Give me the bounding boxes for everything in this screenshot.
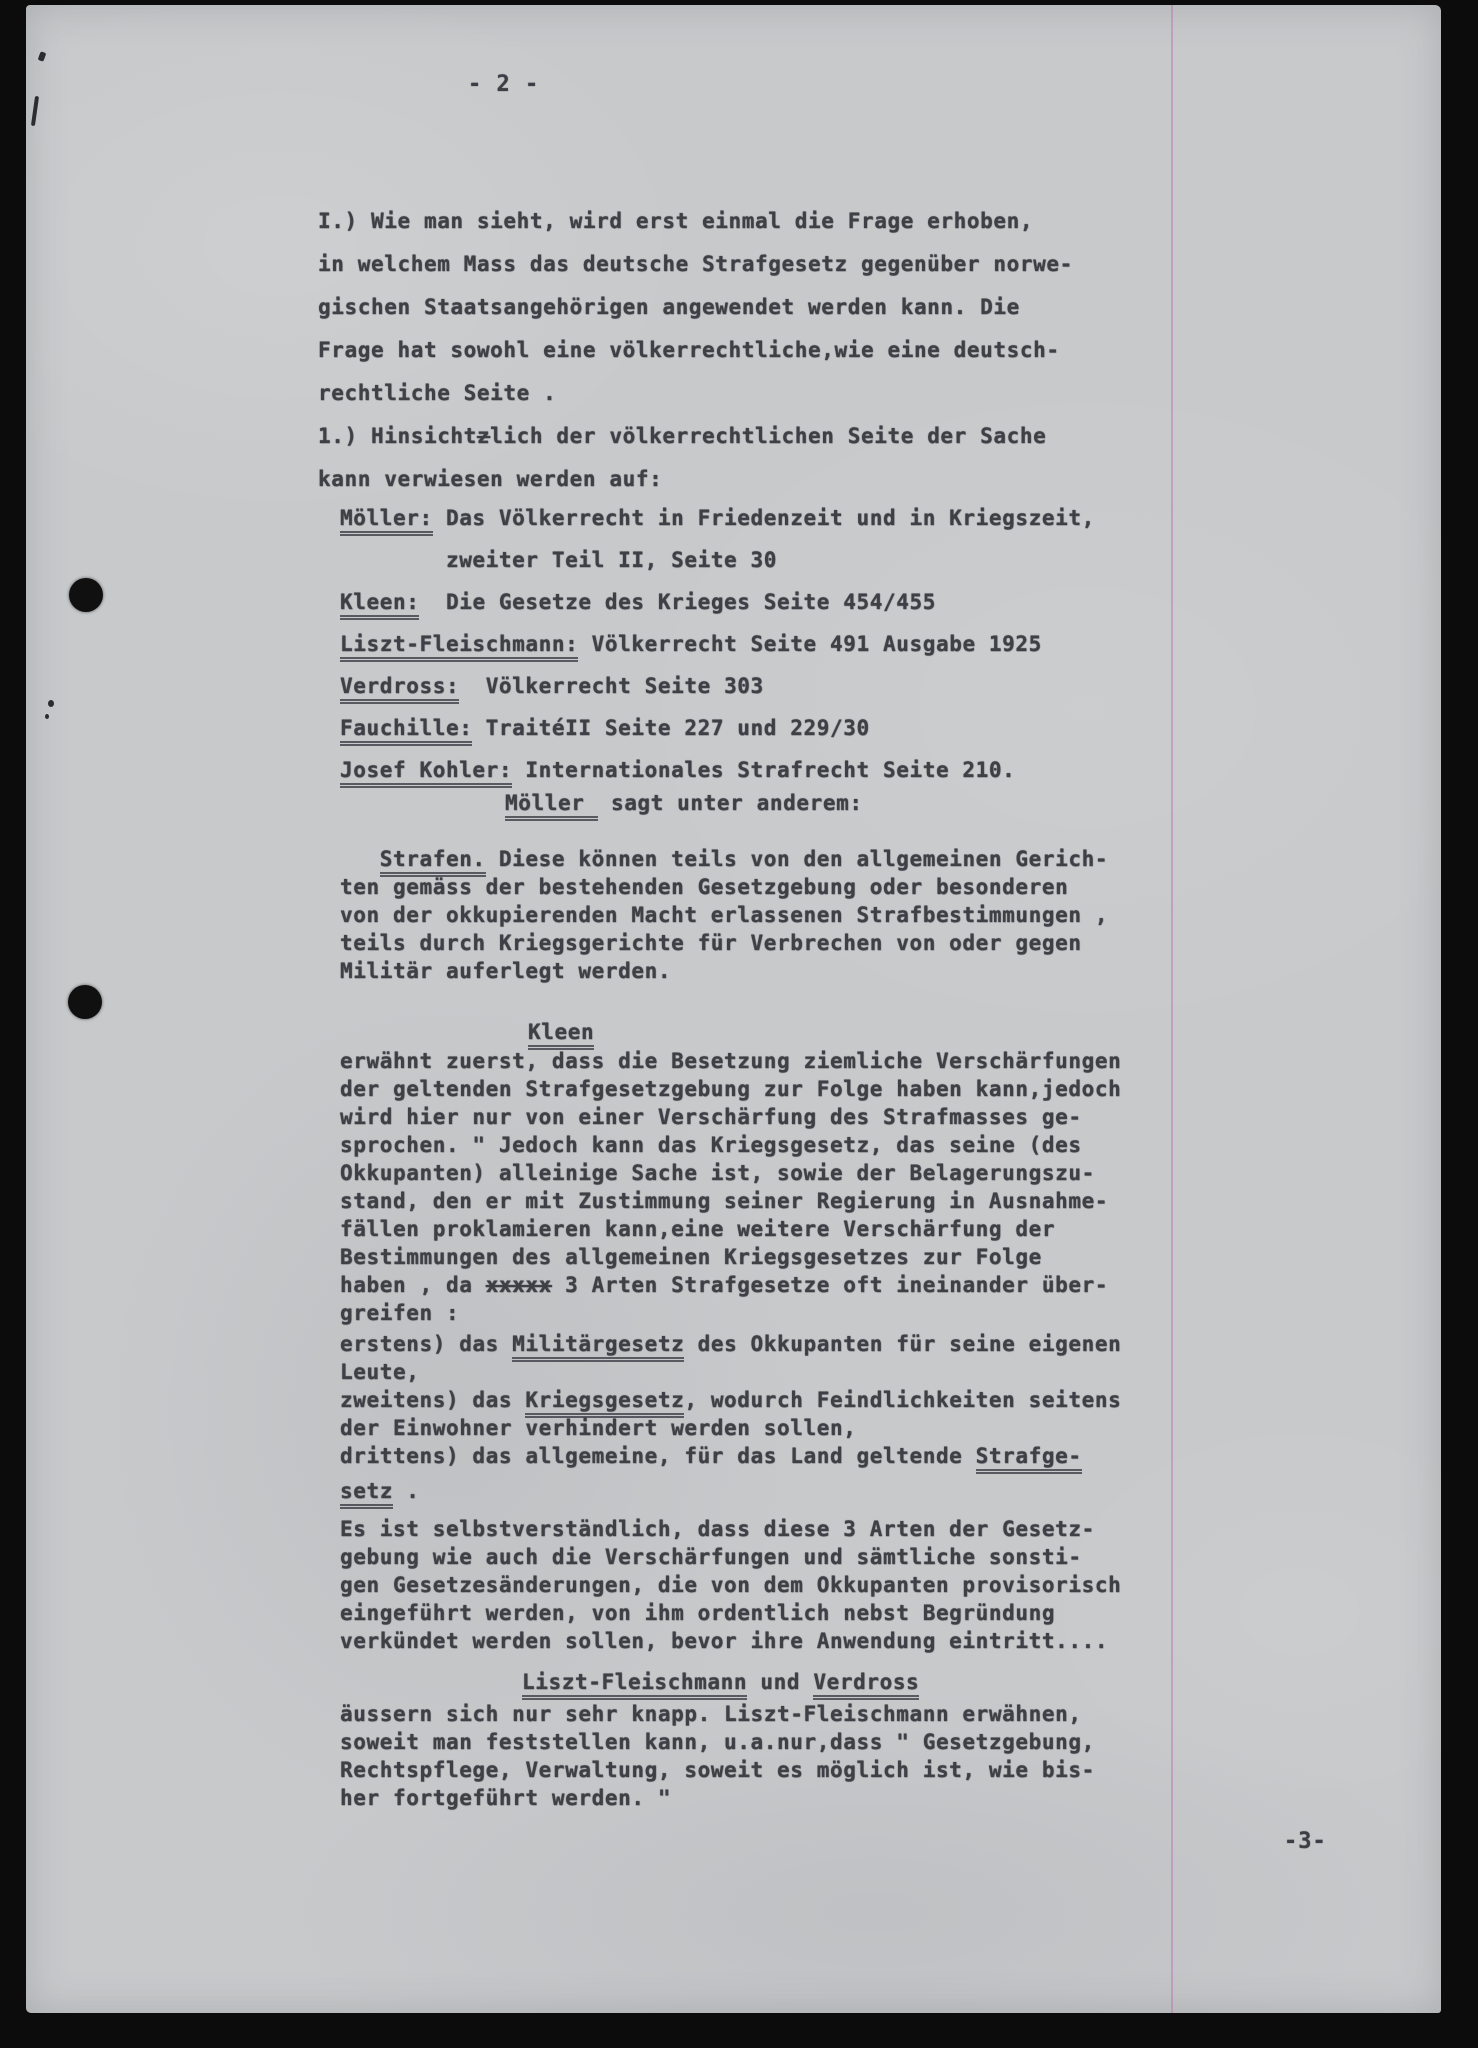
text-segment: Es ist selbstverständlich, dass diese 3 Arten der Gesetz- — [340, 1517, 1095, 1541]
text-segment: und — [747, 1670, 814, 1694]
text-segment: kann verwiesen werden auf: — [318, 467, 663, 491]
text-segment: Bestimmungen des allgemeinen Kriegsgesetzes zur Folge — [340, 1245, 1042, 1269]
text-line — [340, 623, 1095, 665]
text-segment: lich der völkerrechtlichen Seite der Sache — [490, 424, 1047, 448]
text-line — [340, 901, 1108, 929]
text-segment: Leute, — [340, 1360, 420, 1384]
text-segment: der Einwohner verhindert werden sollen, — [340, 1416, 857, 1440]
text-segment: Militär auferlegt werden. — [340, 959, 672, 983]
text-line — [340, 539, 1095, 581]
text-segment: Strafge- — [976, 1444, 1082, 1474]
drei-arten-list — [340, 1330, 1121, 1470]
text-line — [340, 957, 1108, 985]
text-segment: wird hier nur von einer Verschärfung des Strafmasses ge- — [340, 1105, 1082, 1129]
text-line — [340, 1599, 1121, 1627]
text-segment: Verdross: — [340, 674, 459, 704]
text-segment: Strafen. — [380, 847, 486, 877]
text-segment: zweitens) das — [340, 1388, 526, 1412]
reference-list — [340, 497, 1095, 791]
text-segment: äussern sich nur sehr knapp. Liszt-Fleischmann erwähnen, — [340, 1702, 1082, 1726]
text-line — [340, 1386, 1121, 1414]
text-segment: sprochen. " Jedoch kann das Kriegsgesetz, das seine (des — [340, 1133, 1082, 1157]
text-segment: 3 Arten Strafgesetze oft ineinander über- — [551, 1273, 1109, 1297]
text-line — [340, 1477, 419, 1505]
text-segment: von der okkupierenden Macht erlassenen Strafbestimmungen , — [340, 903, 1109, 927]
text-segment: 1.) Hinsicht — [318, 424, 477, 448]
text-line — [318, 458, 1073, 501]
text-segment: Möller — [505, 791, 598, 821]
text-segment: sagt unter anderem: — [597, 791, 863, 815]
text-segment: erstens) das — [340, 1332, 513, 1356]
text-line — [340, 581, 1095, 623]
text-segment: eingeführt werden, von ihm ordentlich nebst Begründung — [340, 1601, 1056, 1625]
text-line — [340, 1571, 1121, 1599]
text-segment: I.) Wie man sieht, wird erst einmal die Frage erhoben, — [318, 209, 1034, 233]
text-line — [340, 1159, 1121, 1187]
text-segment: gischen Staatsangehörigen angewendet werden kann. Die — [318, 295, 1020, 319]
text-line — [340, 873, 1108, 901]
text-line — [340, 1075, 1121, 1103]
text-segment: Militärgesetz — [512, 1332, 684, 1362]
text-segment: des Okkupanten für seine eigenen — [684, 1332, 1122, 1356]
text-line — [340, 665, 1095, 707]
text-line — [318, 415, 1073, 458]
text-line — [340, 1784, 1095, 1812]
text-segment: stand, den er mit Zustimmung seiner Regierung in Ausnahme- — [340, 1189, 1109, 1213]
setz-line — [340, 1477, 419, 1505]
text-line — [318, 286, 1073, 329]
text-line — [340, 1515, 1121, 1543]
text-segment: teils durch Kriegsgerichte für Verbrechen von oder gegen — [340, 931, 1082, 955]
text-segment: z — [476, 424, 491, 448]
text-line — [340, 1243, 1121, 1271]
text-segment: her fortgeführt werden. " — [340, 1786, 672, 1810]
closing-paragraph — [340, 1700, 1095, 1812]
text-line — [340, 929, 1108, 957]
text-line — [340, 1330, 1121, 1358]
text-segment: erwähnt zuerst, dass die Besetzung ziemliche Verschärfungen — [340, 1049, 1122, 1073]
text-segment: setz — [340, 1479, 393, 1509]
text-line — [318, 372, 1073, 415]
kleen-paragraph — [340, 1047, 1121, 1327]
text-segment: Internationales Strafrecht Seite 210. — [512, 758, 1016, 782]
text-segment: Liszt-Fleischmann: — [340, 632, 578, 662]
text-line — [340, 1271, 1121, 1299]
text-segment: TraitéII Seite 227 und 229/30 — [472, 716, 870, 740]
text-segment: Diese können teils von den allgemeinen Gerich- — [485, 847, 1109, 871]
text-segment: Kleen: — [340, 590, 419, 620]
text-segment: greifen : — [340, 1301, 460, 1325]
text-line — [340, 1215, 1121, 1243]
opening-paragraph — [318, 200, 1073, 501]
text-segment: Möller: — [340, 506, 433, 536]
text-segment: zweiter Teil II, Seite 30 — [340, 548, 778, 572]
text-line — [318, 200, 1073, 243]
text-segment: Liszt-Fleischmann — [522, 1670, 747, 1700]
text-segment: gen Gesetzesänderungen, die von dem Okkupanten provisorisch — [340, 1573, 1122, 1597]
text-line — [340, 1728, 1095, 1756]
text-line — [340, 1627, 1121, 1655]
text-line — [505, 782, 863, 824]
text-segment: Völkerrecht Seite 491 Ausgabe 1925 — [578, 632, 1042, 656]
text-line — [340, 1131, 1121, 1159]
text-line — [340, 1414, 1121, 1442]
liszt-verdross-heading — [522, 1668, 919, 1696]
text-segment: Josef Kohler: — [340, 758, 512, 788]
text-line — [340, 1700, 1095, 1728]
text-segment: soweit man feststellen kann, u.a.nur,dass " Gesetzgebung, — [340, 1730, 1095, 1754]
text-segment: xxxxx — [485, 1273, 552, 1297]
text-segment: drittens) das allgemeine, für das Land geltende — [340, 1444, 976, 1468]
text-segment: verkündet werden sollen, bevor ihre Anwendung eintritt.... — [340, 1629, 1109, 1653]
text-segment: Kriegsgesetz — [525, 1388, 684, 1418]
text-line — [340, 1047, 1121, 1075]
text-segment: Völkerrecht Seite 303 — [459, 674, 764, 698]
text-segment: haben , da — [340, 1273, 486, 1297]
text-line — [340, 1358, 1121, 1386]
text-line — [318, 243, 1073, 286]
page-number-bottom: -3- — [1284, 1829, 1327, 1854]
text-line — [340, 497, 1095, 539]
text-segment — [340, 847, 380, 871]
text-line — [318, 329, 1073, 372]
text-line — [340, 1103, 1121, 1131]
text-segment: Verdross — [813, 1670, 919, 1700]
moeller-heading — [505, 782, 863, 824]
text-line — [522, 1668, 919, 1696]
text-segment: der geltenden Strafgesetzgebung zur Folge haben kann,jedoch — [340, 1077, 1122, 1101]
text-segment: Die Gesetze des Krieges Seite 454/455 — [419, 590, 936, 614]
text-segment: Kleen — [528, 1020, 594, 1050]
text-line — [340, 1543, 1121, 1571]
text-segment: Fauchille: — [340, 716, 472, 746]
strafen-paragraph — [340, 845, 1108, 985]
text-line — [340, 845, 1108, 873]
text-line — [340, 707, 1095, 749]
text-segment: gebung wie auch die Verschärfungen und sämtliche sonsti- — [340, 1545, 1082, 1569]
text-segment: Frage hat sowohl eine völkerrechtliche,wie eine deutsch- — [318, 338, 1060, 362]
text-segment: Okkupanten) alleinige Sache ist, sowie der Belagerungszu- — [340, 1161, 1095, 1185]
text-segment: rechtliche Seite . — [318, 381, 557, 405]
text-segment: Das Völkerrecht in Friedenzeit und in Kriegszeit, — [432, 506, 1095, 530]
text-line — [528, 1018, 594, 1046]
text-segment: Rechtspflege, Verwaltung, soweit es möglich ist, wie bis- — [340, 1758, 1095, 1782]
text-segment: , wodurch Feindlichkeiten seitens — [684, 1388, 1122, 1412]
es-ist-paragraph — [340, 1515, 1121, 1655]
text-line — [340, 1299, 1121, 1327]
text-segment: in welchem Mass das deutsche Strafgesetz gegenüber norwe- — [318, 252, 1073, 276]
text-line — [340, 1442, 1121, 1470]
text-line — [340, 1187, 1121, 1215]
text-segment: ten gemäss der bestehenden Gesetzgebung oder besonderen — [340, 875, 1069, 899]
kleen-heading — [528, 1018, 594, 1046]
text-segment: . — [392, 1479, 420, 1503]
text-segment: fällen proklamieren kann,eine weitere Verschärfung der — [340, 1217, 1056, 1241]
text-line — [340, 1756, 1095, 1784]
page-number-top: - 2 - — [468, 72, 540, 97]
